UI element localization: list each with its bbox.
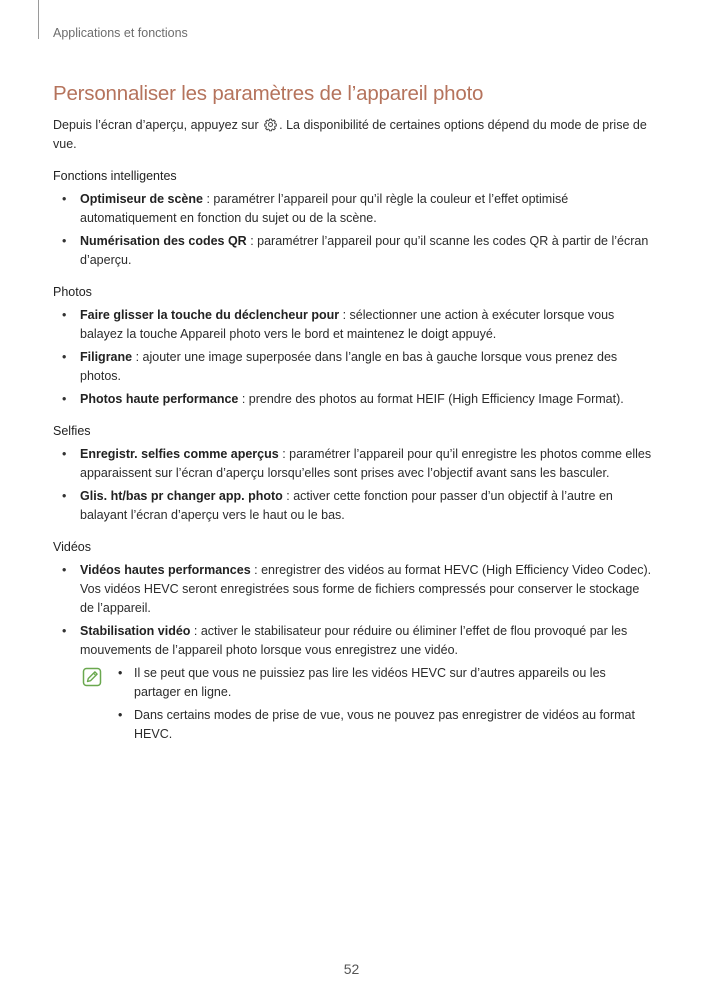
- bullet: •: [118, 708, 123, 722]
- list-item: [53, 622, 653, 660]
- item-term: Faire glisser la touche du déclencheur pour: [80, 308, 340, 322]
- page-content: [53, 82, 653, 748]
- section-selfies: [53, 424, 653, 525]
- section-title: Selfies: [53, 424, 91, 438]
- note-box: [80, 664, 653, 744]
- item-term: Filigrane: [80, 350, 133, 364]
- list-item: [53, 306, 653, 344]
- item-term: Enregistr. selfies comme aperçus: [80, 447, 279, 461]
- item-term: Numérisation des codes QR: [80, 234, 247, 248]
- item-text: : paramétrer l’appareil pour qu’il scanne les codes QR à partir de l’écran d’aperçu.: [80, 234, 649, 267]
- bullet: •: [118, 666, 123, 680]
- bullet: •: [62, 392, 67, 406]
- bullet: •: [62, 624, 67, 638]
- item-term: Optimiseur de scène: [80, 192, 203, 206]
- list-item: [53, 190, 653, 228]
- bullet: •: [62, 447, 67, 461]
- bullet: •: [62, 308, 67, 322]
- page-title: Personnaliser les paramètres de l’appareil photo: [53, 82, 484, 105]
- gear-icon: [263, 117, 278, 132]
- item-term: Vidéos hautes performances: [80, 563, 251, 577]
- bullet: •: [62, 563, 67, 577]
- list-item: [53, 232, 653, 270]
- intro-paragraph: [53, 116, 653, 154]
- note-text: Dans certains modes de prise de vue, vous ne pouvez pas enregistrer de vidéos au format HEVC.: [134, 708, 635, 741]
- section-title: Photos: [53, 285, 92, 299]
- item-text: : prendre des photos au format HEIF (High Efficiency Image Format).: [238, 392, 624, 406]
- section-photos: [53, 285, 653, 409]
- header-rule: [38, 0, 39, 39]
- running-header: Applications et fonctions: [53, 26, 188, 40]
- section-videos: [53, 540, 653, 744]
- list-item: [53, 487, 653, 525]
- item-text: : paramétrer l’appareil pour qu’il enregistre les photos comme elles apparaissent sur l’écran d’aperçu lorsqu’elles sont prises avec l’objectif avant sans les basculer.: [80, 447, 652, 480]
- item-term: Glis. ht/bas pr changer app. photo: [80, 489, 283, 503]
- note-pencil-icon: [82, 667, 102, 687]
- list-item: [53, 390, 653, 409]
- section-smart: [53, 169, 653, 270]
- note-text: Il se peut que vous ne puissiez pas lire les vidéos HEVC sur d’autres appareils ou les partager en ligne.: [134, 666, 606, 699]
- note-item: [118, 664, 653, 702]
- page-number: 52: [343, 961, 360, 977]
- list-item: [53, 445, 653, 483]
- list-item: [53, 348, 653, 386]
- item-text: : enregistrer des vidéos au format HEVC (High Efficiency Video Codec). Vos vidéos HEVC seront enregistrées sous forme de fichiers compressés pour conserver le stockage de l’appareil.: [80, 563, 652, 615]
- section-title: Fonctions intelligentes: [53, 169, 177, 183]
- item-text: : activer cette fonction pour passer d’un objectif à l’autre en balayant l’écran d’aperçu vers le haut ou le bas.: [80, 489, 613, 522]
- bullet: •: [62, 350, 67, 364]
- item-text: : ajouter une image superposée dans l’angle en bas à gauche lorsque vous prenez des photos.: [80, 350, 618, 383]
- item-text: : sélectionner une action à exécuter lorsque vous balayez la touche Appareil photo vers le bord et maintenez le doigt appuyé.: [80, 308, 615, 341]
- note-item: [118, 706, 653, 744]
- item-term: Photos haute performance: [80, 392, 239, 406]
- item-text: : paramétrer l’appareil pour qu’il règle la couleur et l’effet optimisé automatiquement en fonction du sujet ou de la scène.: [80, 192, 569, 225]
- list-item: [53, 561, 653, 618]
- bullet: •: [62, 489, 67, 503]
- intro-text-after: . La disponibilité de certaines options dépend du mode de prise de vue.: [53, 118, 647, 151]
- section-title: Vidéos: [53, 540, 91, 554]
- intro-text-before: Depuis l’écran d’aperçu, appuyez sur: [53, 118, 263, 132]
- item-text: : activer le stabilisateur pour réduire ou éliminer l’effet de flou provoqué par les mouvements de l’appareil photo lorsque vous enregistrez une vidéo.: [80, 624, 628, 657]
- item-term: Stabilisation vidéo: [80, 624, 191, 638]
- bullet: •: [62, 234, 67, 248]
- bullet: •: [62, 192, 67, 206]
